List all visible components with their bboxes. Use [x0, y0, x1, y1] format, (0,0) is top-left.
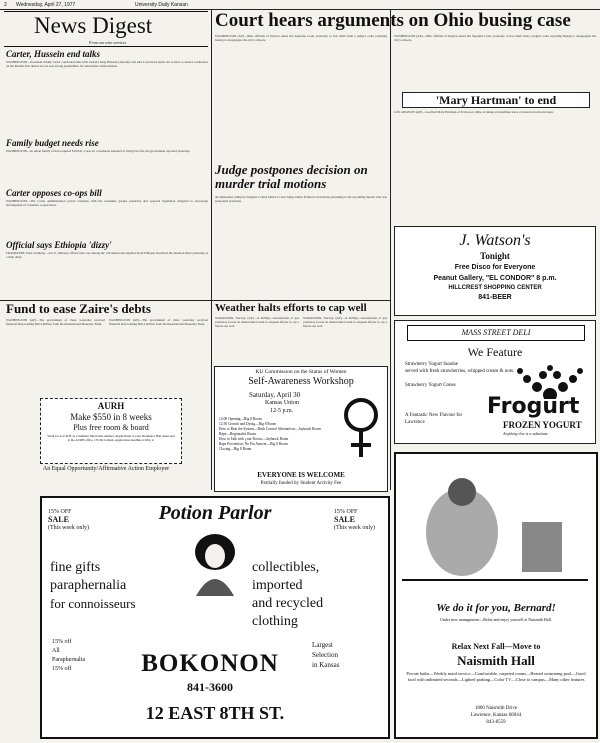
potion-line-7: clothing	[252, 614, 298, 629]
workshop-ad	[214, 366, 388, 492]
naismith-body: Under new management—Relax and enjoy yourself at Naismith Hall.	[440, 617, 552, 622]
workshop-schedule-item: Rape—Regionalist Room	[219, 432, 257, 436]
digest-story-head: Carter, Hussein end talks	[6, 49, 101, 59]
watson-ad	[394, 226, 596, 316]
potion-address: 12 EAST 8TH ST.	[145, 703, 285, 723]
hartman-headline: 'Mary Hartman' to end	[435, 93, 557, 107]
fund-body: WASHINGTON (AP)—The government of Zaire yesterday received financial help totaling $66.4 million from the International Monetary Fund.	[6, 318, 105, 327]
workshop-schedule-item: Closing—Big 8 Room	[219, 447, 252, 451]
folio-paper: University Daily Kansan	[135, 2, 188, 8]
hartman-body: LOS ANGELES (AP)—Goofball Mary Hartman of Fernwood, Ohio, is taking an indefinite leave of absence from television.	[394, 110, 554, 114]
deli-fantastic: A Fantastic New Flavour for Lawrence	[405, 413, 463, 425]
naismith-relax: Relax Next Fall—Move to	[451, 642, 541, 651]
hartman-head-box	[402, 92, 590, 108]
court-headline: Court hears arguments on Ohio busing case	[215, 10, 571, 31]
column-rule	[390, 10, 391, 490]
workshop-schedule-item: How to Talk with your Doctor—Jayhawk Room	[219, 437, 289, 441]
potion-line-4: collectibles,	[252, 560, 320, 575]
potion-line-6: and recycled	[252, 596, 324, 611]
naismith-address: 1800 Naismith Drive	[474, 706, 518, 711]
potion-line-1: fine gifts	[50, 560, 101, 575]
digest-story-head: Official says Ethiopia 'dizzy'	[6, 240, 112, 250]
aurh-name: AURH	[97, 401, 125, 411]
potion-sale-left	[48, 508, 89, 532]
potion-sale-right-line: (This week only)	[334, 525, 375, 531]
naismith-headline: We do it for you, Bernard!	[436, 602, 556, 614]
deli-item-1: Strawberry Yogurt Sundae	[405, 362, 458, 367]
digest-story-head: Family budget needs rise	[6, 138, 99, 148]
aurh-eoe: An Equal Opportunity/Affirmative Action Employer	[42, 466, 170, 472]
aurh-ad	[40, 398, 182, 464]
workshop-schedule-item: 12:30 Growth and Dying—Big 8 Room	[219, 422, 277, 426]
digest-subtitle: From our wire services	[89, 40, 127, 45]
watson-brand: J. Watson's	[459, 232, 531, 249]
workshop-org: KU Commission on the Status of Women	[255, 369, 347, 375]
potion-largest	[312, 640, 339, 670]
potion-largest-line: Largest	[312, 641, 333, 649]
digest-story-head: Carter opposes co-ops bill	[6, 188, 102, 198]
deli-item-3: Strawberry Yogurt Cones	[405, 383, 456, 388]
potion-sale-right	[334, 508, 375, 532]
potion-sale-left-line: 15% OFF	[48, 509, 72, 515]
workshop-date: Saturday, April 30	[249, 391, 301, 399]
fund-headline: Fund to ease Zaire's debts	[6, 301, 151, 316]
digest-story-body: WASHINGTON—The Carter administration parted company with the consumer groups yesterday and opposed legislation designed to encourage development of consumer cooperatives.	[6, 199, 208, 208]
digest-story-body: WASHINGTON—In urban family of four required $10,041 a year for a moderate standard of living last fall, the government reported yesterday.	[6, 149, 191, 153]
deli-item-2: served with fresh strawberries, whipped cream & nuts.	[405, 369, 515, 374]
court-body-continued: WASHINGTON (AP)—Ohio officials of Dayton asked the Supreme Court yesterday to free them from a judge's order requiring busing to desegregate the city's schools.	[394, 34, 596, 43]
court-body: WASHINGTON (AP)—Ohio officials of Dayton asked the Supreme Court yesterday to free them from a judge's order requiring busing to desegregate the city's schools.	[215, 34, 387, 43]
potion-paraphernalia-sale	[52, 638, 85, 674]
workshop-schedule	[219, 417, 337, 452]
naismith-phone: 843-8559	[486, 720, 506, 725]
deli-feature: We Feature	[467, 345, 523, 359]
workshop-welcome: EVERYONE IS WELCOME	[257, 471, 345, 479]
digest-title: News Digest	[34, 13, 153, 38]
deli-frozen-yogurt: FROZEN YOGURT	[503, 420, 582, 430]
aurh-line-1: Make $550 in 8 weeks	[70, 412, 152, 422]
aurh-fine-print: Work for A.U.R.H. as a Summer Intern this summer. Applications at your Residence Hall desks and at the AURH office, 135 McCollum. Application deadline is May 2.	[47, 434, 175, 442]
digest-rule	[4, 11, 208, 12]
potion-phone: 841-3600	[187, 680, 233, 694]
potion-para-line: Paraphernalia	[52, 657, 85, 663]
digest-story-body: FRANKFURT, West Germany—A U.S. embassy official who was among the 120 Americans expelled from Ethiopia described the situation there yesterday as a little dizzy.	[6, 251, 208, 260]
deli-brand: Frogurt	[487, 394, 580, 419]
potion-line-5: imported	[252, 578, 303, 593]
deli-name: MASS STREET DELI	[407, 325, 585, 341]
aurh-line-2: Plus free room & board	[73, 423, 149, 432]
weather-body-continued: STAVANGER, Norway (AP)—A drilling concentration of gas yesterday forced an Americanled team to suspend efforts to cap a blown-out well.	[303, 316, 387, 329]
potion-para-line: 15% off	[52, 666, 72, 672]
venus-symbol-icon	[341, 395, 381, 461]
potion-line-2: paraphernalia	[50, 578, 127, 593]
watson-line-4: 841-BEER	[478, 294, 512, 301]
fund-body-continued: WASHINGTON (AP)—The government of Zaire yesterday received financial help totaling $66.4 million from the International Monetary Fund.	[109, 318, 208, 327]
potion-sale-right-line: 15% OFF	[334, 509, 358, 515]
digest-story-body: WASHINGTON—President Jimmy Carter concluded talks with Jordan's King Hussein yesterday and said it would be better not to have a Geneva conference on the Middle East unless we are sure strong possibilities for substantive achievements.	[6, 60, 208, 69]
potion-parlor-ad	[40, 496, 390, 739]
bernard-cartoon-illustration	[402, 462, 588, 594]
potion-para-line: 15% off	[52, 639, 72, 645]
watson-line-2: Peanut Gallery, "EL CONDOR" 8 p.m.	[433, 275, 557, 282]
workshop-schedule-item: 12:00 Opening—Big 8 Room	[219, 417, 262, 421]
watson-tonight: Tonight	[480, 251, 510, 261]
naismith-features: Private baths—Weekly maid service—Comfortable, carpeted rooms—Heated swimming pool—Good food with unlimited seconds—Lighted parking—Color TV—Close to campus—Many other features	[406, 671, 586, 682]
potion-largest-line: Selection	[312, 651, 339, 659]
column-rule	[211, 10, 212, 490]
watson-line-3: HILLCREST SHOPPING CENTER	[448, 285, 542, 291]
workshop-funded: Partially funded by Student Activity Fee	[260, 481, 342, 486]
workshop-schedule-item: How to Beat the System—Birth Control Alternatives—Jayhawk Room	[219, 427, 321, 431]
weather-body: STAVANGER, Norway (AP)—A drilling concentration of gas yesterday forced an Americanled team to suspend efforts to cap a blown-out well.	[215, 316, 299, 329]
workshop-time: 12-5 p.m.	[270, 408, 294, 414]
naismith-ad	[394, 452, 598, 739]
judge-headline: Judge postpones decision on murder trial motions	[215, 162, 368, 191]
potion-largest-line: in Kansas	[312, 661, 340, 669]
potion-para-line: All	[52, 648, 60, 654]
workshop-title: Self-Awareness Workshop	[248, 376, 354, 387]
naismith-name: Naismith Hall	[457, 653, 535, 668]
potion-sale-right-line: SALE	[334, 515, 355, 524]
digest-rule	[4, 46, 208, 47]
workshop-schedule-item: Rape Prevention: No Pat Answer—Big 8 Room	[219, 442, 288, 446]
potion-name: Potion Parlor	[158, 502, 272, 524]
folio-date: Wednesday, April 27, 1977	[16, 2, 76, 8]
watson-line-1: Free Disco for Everyone	[454, 264, 536, 271]
folio-page-number: 2	[4, 2, 7, 8]
potion-sale-left-line: (This week only)	[48, 525, 89, 531]
deli-ad	[394, 320, 596, 444]
potion-bokonon: BOKONON	[141, 650, 279, 677]
deli-tagline: Anything else is a substitute	[503, 431, 548, 436]
potion-line-3: for connoisseurs	[50, 596, 136, 611]
naismith-city: Lawrence, Kansas 66044	[470, 713, 522, 718]
workshop-place: Kansas Union	[265, 400, 299, 406]
potion-sale-left-line: SALE	[48, 515, 69, 524]
woman-portrait-illustration	[188, 532, 242, 596]
judge-body: An immediate ruling by Douglas County District Court Judge James Paddock on motions pertaining to the upcoming murder trial was postponed yesterday.	[215, 195, 387, 204]
weather-headline: Weather halts efforts to cap well	[215, 302, 367, 314]
